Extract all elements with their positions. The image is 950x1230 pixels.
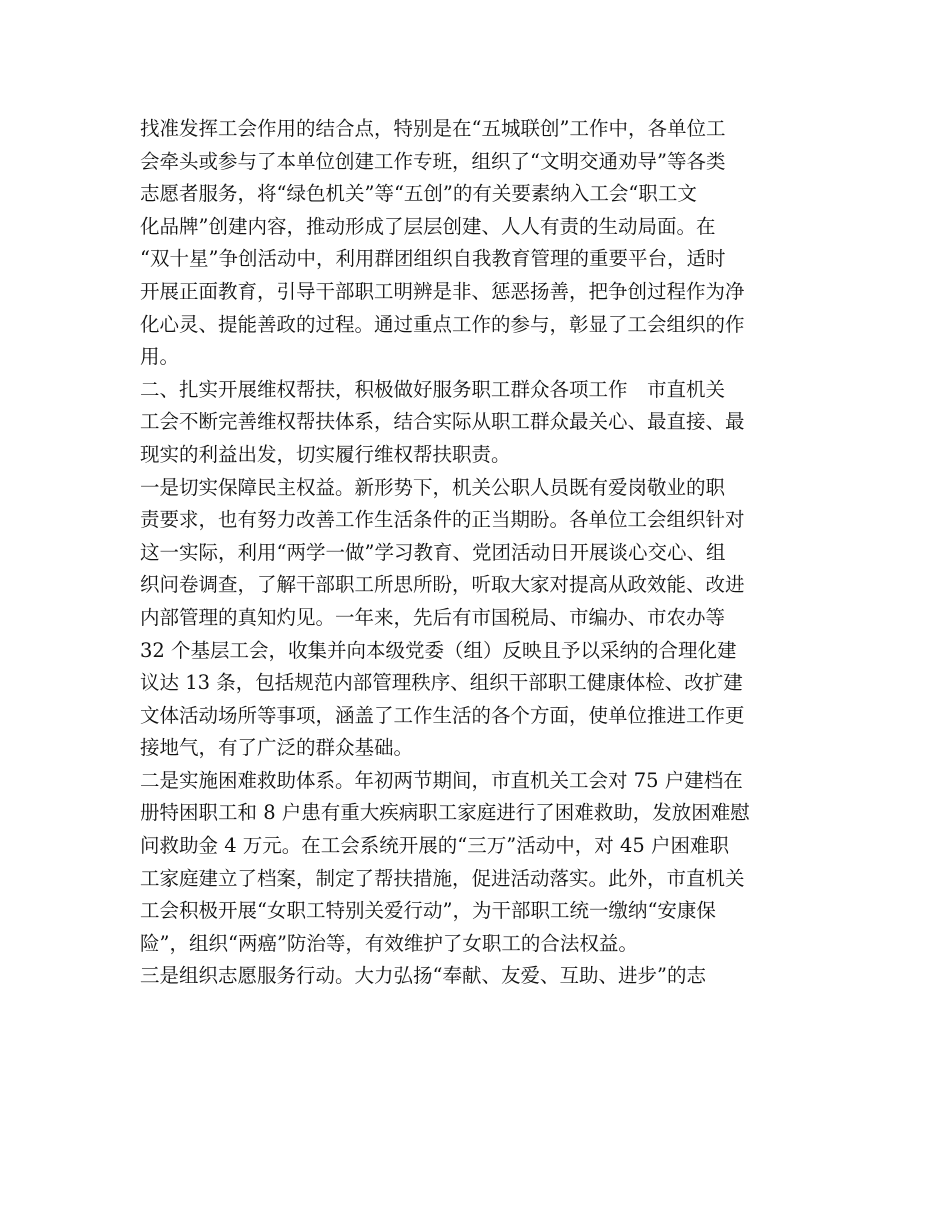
text-line: 一是切实保障民主权益。新形势下，机关公职人员既有爱岗敬业的职	[140, 475, 726, 499]
text-line: 志愿者服务，将“绿色机关”等“五创”的有关要素纳入工会“职工文	[140, 182, 697, 206]
text-line: 现实的利益出发，切实履行维权帮扶职责。	[140, 442, 511, 466]
text-line: 开展正面教育，引导干部职工明辨是非、惩恶扬善，把争创过程作为净	[140, 279, 745, 303]
text-line: 找准发挥工会作用的结合点，特别是在“五城联创”工作中，各单位工	[140, 117, 726, 140]
text-line: 二是实施困难救助体系。年初两节期间，市直机关工会对 75 户建档在	[140, 768, 743, 792]
text-line: 工会积极开展“女职工特别关爱行动”，为干部职工统一缴纳“安康保	[140, 899, 716, 923]
text-line: 化品牌”创建内容，推动形成了层层创建、人人有责的生动局面。在	[140, 214, 716, 238]
text-line: 问救助金 4 万元。在工会系统开展的“三万”活动中，对 45 户困难职	[140, 834, 729, 858]
text-line: 文体活动场所等事项，涵盖了工作生活的各个方面，使单位推进工作更	[140, 703, 745, 727]
body-text	[140, 113, 820, 993]
text-line: 议达 13 条，包括规范内部管理秩序、组织干部职工健康体检、改扩建	[140, 671, 743, 695]
text-line: 32 个基层工会，收集并向本级党委（组）反映且予以采纳的合理化建	[140, 638, 737, 662]
text-line: 工会不断完善维权帮扶体系，结合实际从职工群众最关心、最直接、最	[140, 410, 745, 434]
text-line: 内部管理的真知灼见。一年来，先后有市国税局、市编办、市农办等	[140, 605, 726, 629]
text-line: 会牵头或参与了本单位创建工作专班，组织了“文明交通劝导”等各类	[140, 149, 726, 173]
text-line: 三是组织志愿服务行动。大力弘扬“奉献、友爱、互助、进步”的志	[140, 964, 706, 988]
text-line: 工家庭建立了档案，制定了帮扶措施，促进活动落实。此外，市直机关	[140, 866, 745, 890]
text-line: 接地气，有了广泛的群众基础。	[140, 736, 414, 760]
text-line: 册特困职工和 8 户患有重大疾病职工家庭进行了困难救助，发放困难慰	[140, 801, 750, 825]
text-line: 险”，组织“两癌”防治等，有效维护了女职工的合法权益。	[140, 931, 638, 955]
text-line: 化心灵、提能善政的过程。通过重点工作的参与，彰显了工会组织的作	[140, 312, 745, 336]
text-line: “双十星”争创活动中，利用群团组织自我教育管理的重要平台，适时	[140, 247, 726, 271]
text-line: 这一实际，利用“两学一做”学习教育、党团活动日开展谈心交心、组	[140, 540, 726, 564]
text-line: 责要求，也有努力改善工作生活条件的正当期盼。各单位工会组织针对	[140, 508, 745, 532]
text-line: 用。	[140, 345, 180, 369]
text-line: 织问卷调查，了解干部职工所思所盼，听取大家对提高从政效能、改进	[140, 573, 745, 597]
text-line: 二、扎实开展维权帮扶，积极做好服务职工群众各项工作 市直机关	[140, 377, 726, 401]
